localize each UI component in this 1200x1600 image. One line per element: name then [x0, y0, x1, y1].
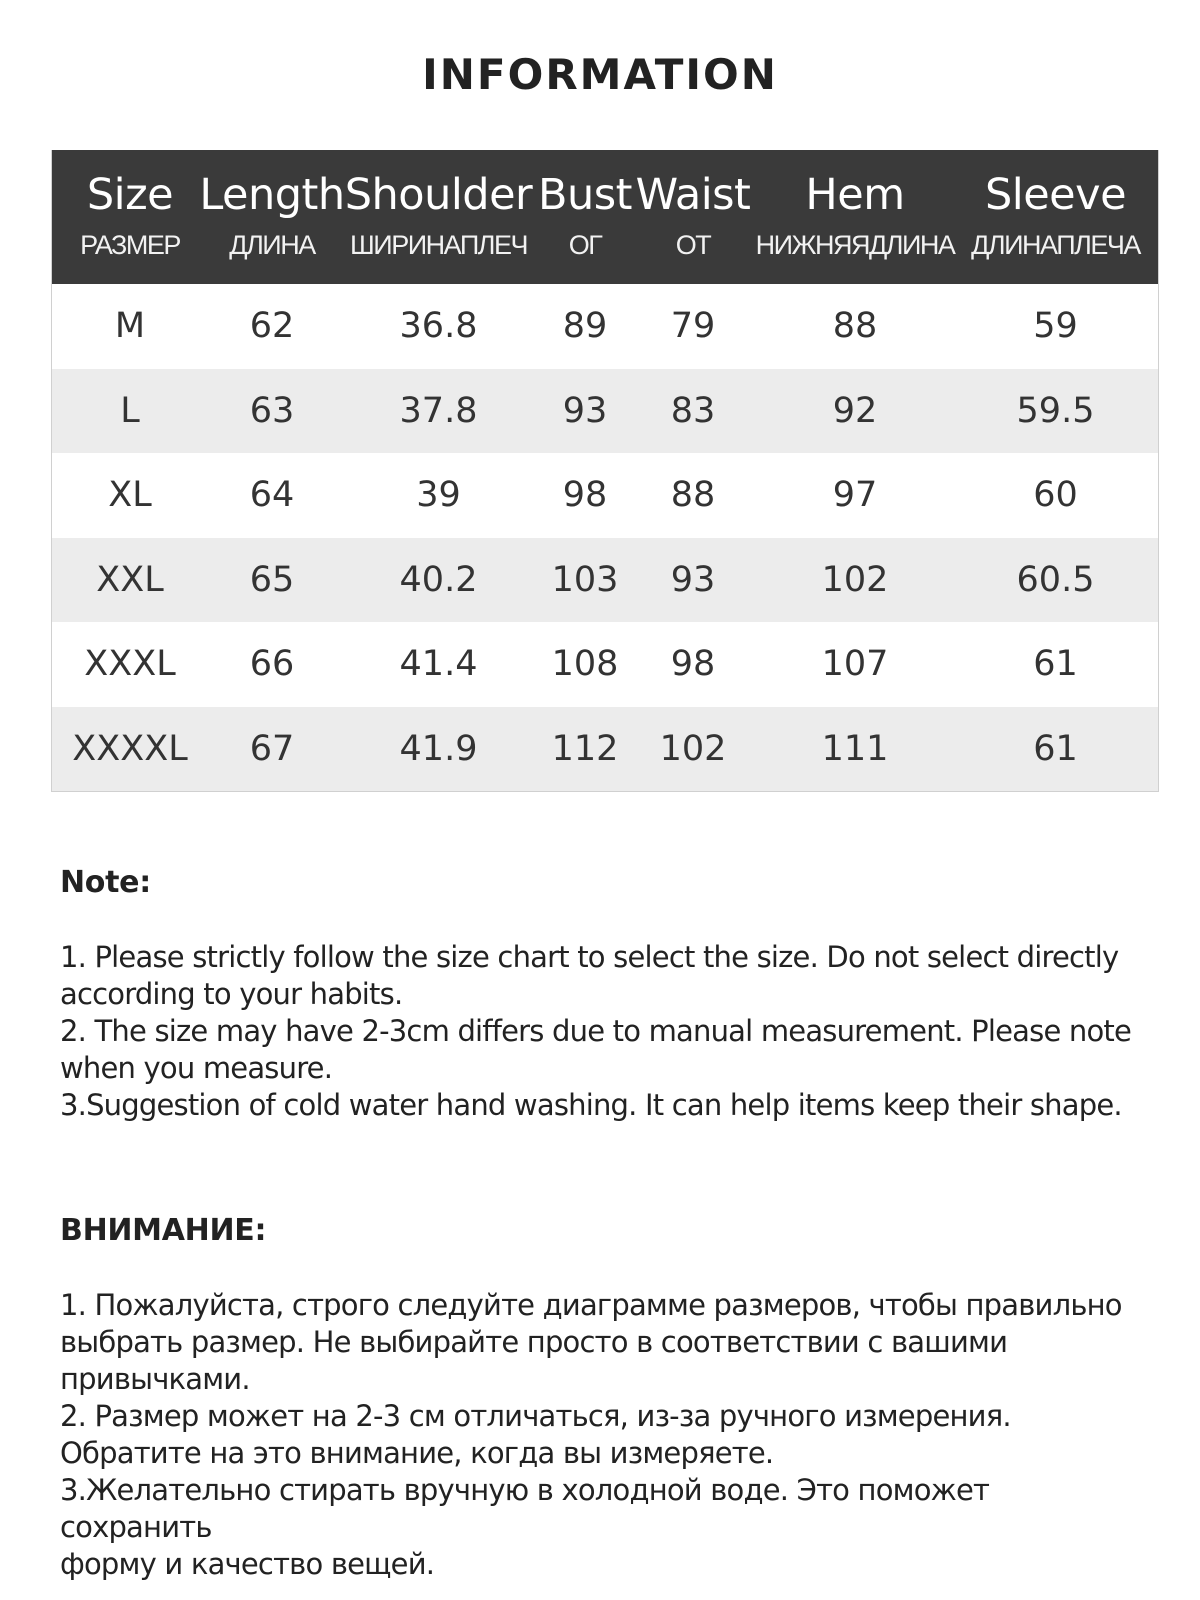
cell-shoulder: 40.2	[399, 559, 478, 600]
header-label-ru: ДЛИНА	[229, 230, 315, 260]
cell-shoulder: 41.4	[399, 644, 478, 685]
cell-hem: 107	[821, 644, 889, 685]
header-shoulder	[336, 150, 541, 284]
header-hem	[757, 150, 953, 284]
cell-waist: 83	[670, 390, 716, 431]
cell-shoulder: 39	[416, 475, 461, 516]
cell-waist: 93	[670, 559, 716, 600]
page-title: INFORMATION	[422, 50, 778, 99]
cell-bust: 93	[562, 390, 608, 431]
cell-shoulder: 41.9	[399, 728, 478, 769]
note-line: Обратите на это внимание, когда вы измеряете.	[60, 1436, 774, 1470]
note-line: форму и качество вещей.	[60, 1547, 435, 1581]
notes-heading: Note:	[60, 865, 151, 900]
cell-size: XL	[108, 475, 152, 516]
header-label-en: Shoulder	[344, 170, 533, 220]
header-label-en: Bust	[538, 170, 633, 220]
note-line: 2. The size may have 2-3cm differs due to manual measurement. Please note	[60, 1014, 1132, 1048]
note-line: 3.Желательно стирать вручную в холодной воде. Это поможет сохранить	[60, 1473, 990, 1544]
notes-russian	[60, 1212, 1140, 1583]
cell-sleeve: 59.5	[1016, 390, 1095, 431]
cell-bust: 89	[562, 306, 608, 347]
header-size	[52, 150, 208, 284]
cell-length: 65	[249, 559, 295, 600]
table-row	[52, 369, 1158, 454]
cell-hem: 88	[832, 306, 878, 347]
cell-sleeve: 60.5	[1016, 559, 1095, 600]
header-label-ru: ОГ	[568, 230, 602, 260]
header-label-ru: ОТ	[675, 230, 711, 260]
cell-length: 67	[249, 728, 295, 769]
cell-bust: 103	[551, 559, 619, 600]
table-row	[52, 453, 1158, 538]
cell-hem: 92	[832, 390, 878, 431]
header-label-en: Length	[199, 170, 345, 220]
cell-length: 66	[249, 644, 295, 685]
notes-heading: ВНИМАНИЕ:	[60, 1213, 267, 1248]
header-bust	[538, 150, 633, 284]
cell-bust: 108	[551, 644, 619, 685]
cell-sleeve: 61	[1033, 728, 1078, 769]
header-label-ru: НИЖНЯЯДЛИНА	[755, 230, 955, 260]
table-row	[52, 622, 1158, 707]
cell-size: M	[114, 306, 146, 347]
header-label-en: Size	[86, 170, 174, 220]
cell-size: XXL	[96, 559, 164, 600]
cell-length: 63	[249, 390, 295, 431]
cell-size: XXXL	[84, 644, 176, 685]
note-line: 3.Suggestion of cold water hand washing. It can help items keep their shape.	[60, 1088, 1122, 1122]
header-label-ru: РАЗМЕР	[80, 230, 180, 260]
header-waist	[629, 150, 757, 284]
header-label-ru: ДЛИНАПЛЕЧА	[971, 230, 1140, 260]
cell-sleeve: 61	[1033, 644, 1078, 685]
cell-length: 64	[249, 475, 295, 516]
cell-shoulder: 37.8	[399, 390, 478, 431]
cell-bust: 112	[551, 728, 619, 769]
cell-waist: 79	[670, 306, 716, 347]
cell-hem: 102	[821, 559, 889, 600]
header-sleeve	[953, 150, 1158, 284]
size-chart-table	[51, 150, 1159, 792]
cell-size: XXXXL	[72, 728, 188, 769]
note-line: выбрать размер. Не выбирайте просто в соответствии с вашими	[60, 1325, 1008, 1359]
cell-sleeve: 59	[1033, 306, 1078, 347]
cell-waist: 102	[659, 728, 727, 769]
header-length	[199, 150, 345, 284]
table-row	[52, 707, 1158, 792]
table-row	[52, 284, 1158, 369]
table-header	[52, 150, 1158, 284]
note-line: 2. Размер может на 2-3 см отличаться, из-за ручного измерения.	[60, 1399, 1011, 1433]
note-line: 1. Пожалуйста, строго следуйте диаграмме размеров, чтобы правильно	[60, 1288, 1122, 1322]
cell-shoulder: 36.8	[399, 306, 478, 347]
table-row	[52, 538, 1158, 623]
cell-size: L	[120, 390, 140, 431]
header-label-en: Waist	[635, 170, 751, 220]
notes-english	[60, 864, 1140, 1124]
cell-bust: 98	[562, 475, 608, 516]
cell-length: 62	[249, 306, 295, 347]
cell-hem: 111	[821, 728, 889, 769]
header-label-en: Sleeve	[984, 170, 1127, 220]
cell-hem: 97	[832, 475, 878, 516]
header-label-ru: ШИРИНАПЛЕЧ	[350, 230, 527, 260]
cell-waist: 98	[670, 644, 716, 685]
note-line: 1. Please strictly follow the size chart to select the size. Do not select directly	[60, 940, 1119, 974]
note-line: when you measure.	[60, 1051, 333, 1085]
note-line: привычками.	[60, 1362, 250, 1396]
cell-sleeve: 60	[1033, 475, 1078, 516]
cell-waist: 88	[670, 475, 716, 516]
note-line: according to your habits.	[60, 977, 403, 1011]
header-label-en: Hem	[805, 170, 905, 220]
